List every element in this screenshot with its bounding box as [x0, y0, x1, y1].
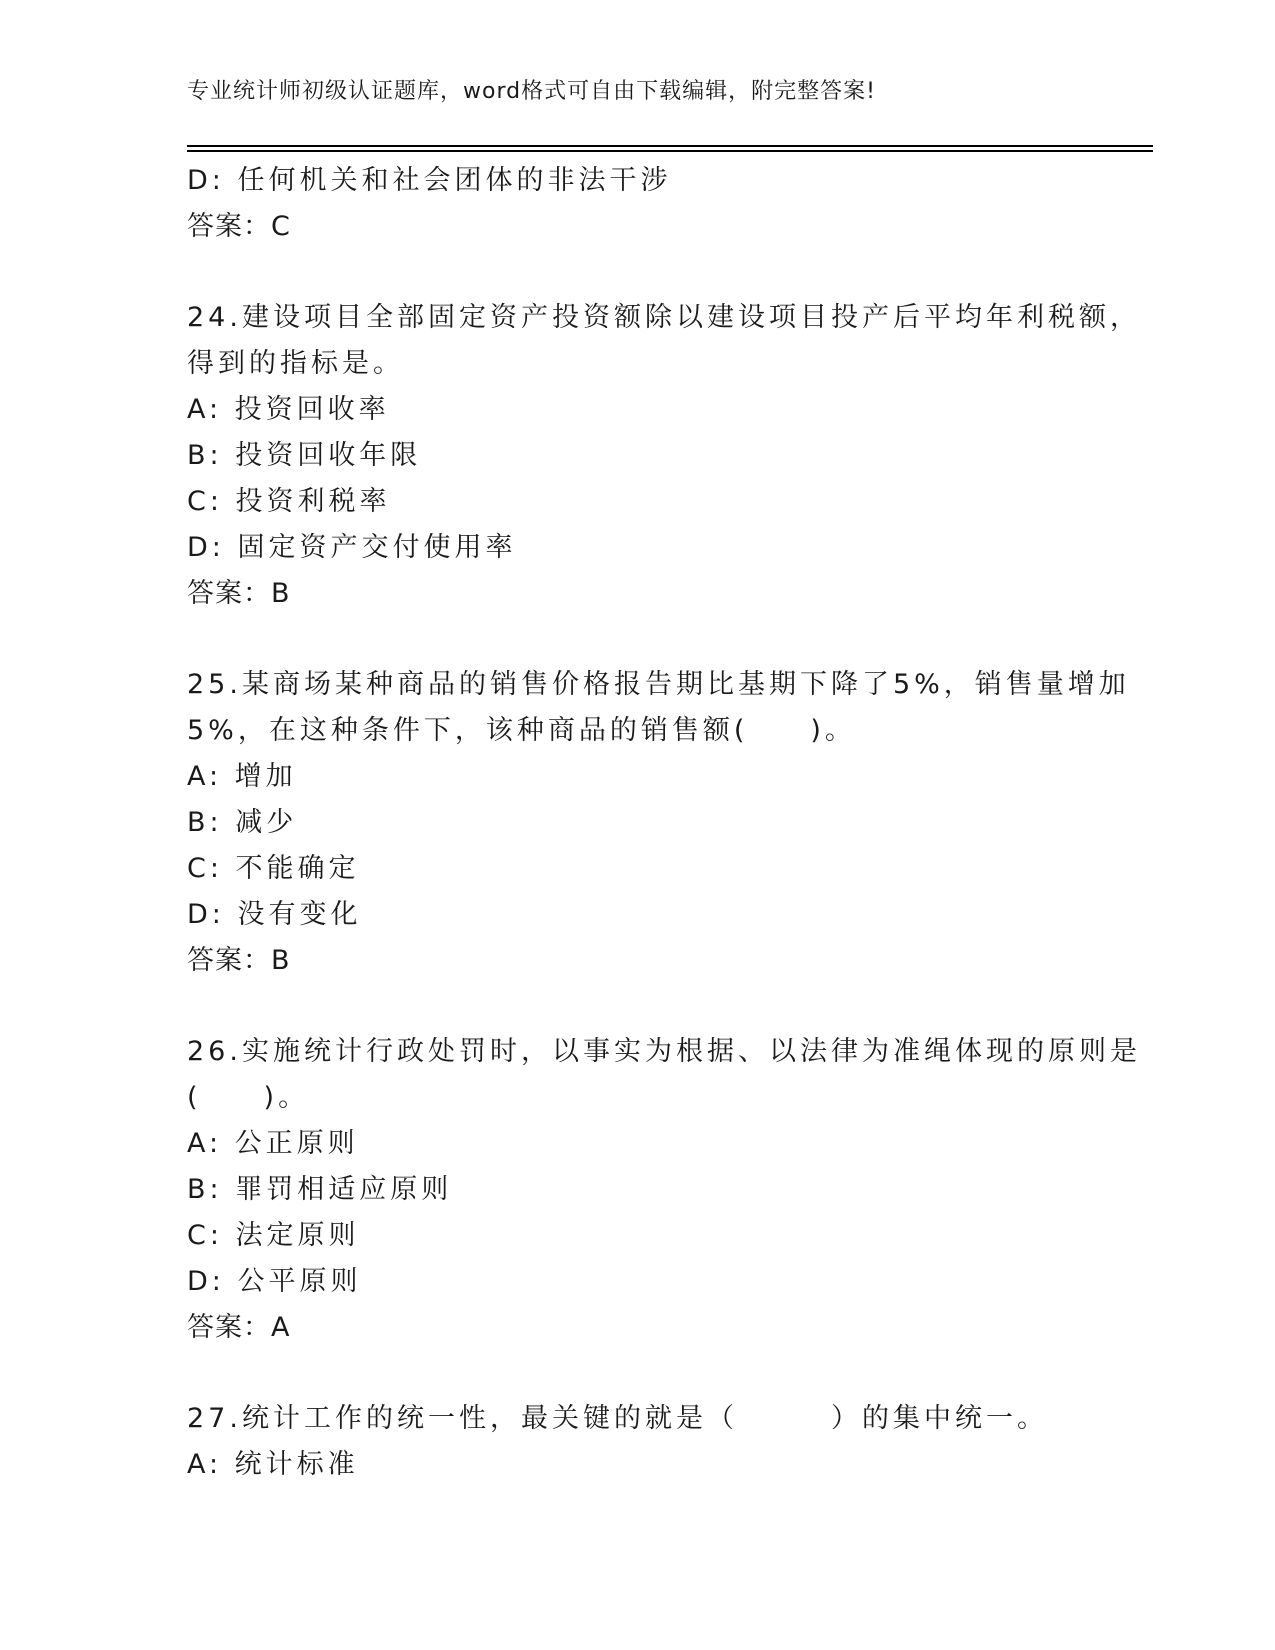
option-d: D: 公平原则 [187, 1266, 362, 1297]
question-24 [187, 295, 1141, 617]
option-c: C: 投资利税率 [187, 486, 391, 517]
option-c: C: 法定原则 [187, 1220, 360, 1251]
answer-line: 答案：B [187, 945, 291, 976]
answer-line: 答案：C [187, 211, 291, 242]
option-d: D: 没有变化 [187, 899, 362, 930]
question-25 [187, 662, 1130, 984]
question-text: ( )。 [187, 1082, 310, 1113]
question-text: 得到的指标是。 [187, 348, 404, 379]
question-26 [187, 1029, 1141, 1351]
header-rule-bottom [187, 150, 1153, 152]
option-b: B: 减少 [187, 807, 298, 838]
option-b: B: 投资回收年限 [187, 440, 422, 471]
option-a: A: 公正原则 [187, 1128, 359, 1159]
document-body [187, 158, 1141, 1488]
page-header: 专业统计师初级认证题库，word格式可自由下载编辑，附完整答案! [187, 79, 876, 104]
question-text: 25.某商场某种商品的销售价格报告期比基期下降了5%，销售量增加 [187, 669, 1130, 700]
header-rule-top [187, 145, 1153, 147]
option-d: D: 固定资产交付使用率 [187, 532, 517, 563]
question-text: 26.实施统计行政处罚时，以事实为根据、以法律为准绳体现的原则是 [187, 1036, 1141, 1067]
question-text: 27.统计工作的统一性，最关键的就是（ ）的集中统一。 [187, 1403, 1048, 1434]
answer-line: 答案：A [187, 1312, 291, 1343]
option-b: B: 罪罚相适应原则 [187, 1174, 453, 1205]
option-a: A: 投资回收率 [187, 394, 390, 425]
question-text: 24.建设项目全部固定资产投资额除以建设项目投产后平均年利税额， [187, 302, 1141, 333]
option-a: A: 统计标准 [187, 1449, 359, 1480]
option-a: A: 增加 [187, 761, 297, 792]
option-c: C: 不能确定 [187, 853, 360, 884]
answer-line: 答案：B [187, 578, 291, 609]
question-27 [187, 1396, 1087, 1488]
question-text: 5%，在这种条件下，该种商品的销售额( )。 [187, 715, 856, 746]
option-d: D: 任何机关和社会团体的非法干涉 [187, 165, 672, 196]
